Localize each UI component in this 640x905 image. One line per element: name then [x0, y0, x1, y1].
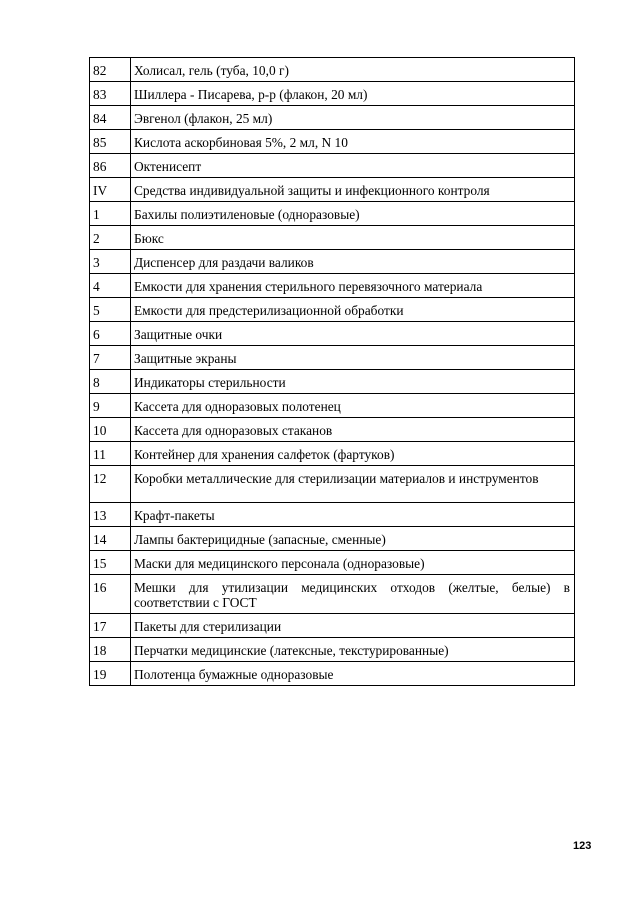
item-name-cell: Маски для медицинского персонала (одноразовые)	[131, 551, 575, 575]
item-name-cell: Защитные экраны	[131, 346, 575, 370]
table-body	[90, 58, 575, 686]
row-number-cell: 86	[90, 154, 131, 178]
item-name-cell: Полотенца бумажные одноразовые	[131, 662, 575, 686]
table-row	[90, 614, 575, 638]
item-name-cell: Контейнер для хранения салфеток (фартуков)	[131, 442, 575, 466]
item-name-cell: Перчатки медицинские (латексные, текстурированные)	[131, 638, 575, 662]
row-number-cell: 1	[90, 202, 131, 226]
item-name-cell: Кислота аскорбиновая 5%, 2 мл, N 10	[131, 130, 575, 154]
row-number-cell: 6	[90, 322, 131, 346]
table-row	[90, 575, 575, 614]
page-number: 123	[573, 840, 592, 852]
item-name-cell: Лампы бактерицидные (запасные, сменные)	[131, 527, 575, 551]
row-number-cell: 4	[90, 274, 131, 298]
row-number-cell: IV	[90, 178, 131, 202]
table-row	[90, 370, 575, 394]
item-name-cell: Индикаторы стерильности	[131, 370, 575, 394]
row-number-cell: 83	[90, 82, 131, 106]
table-row	[90, 154, 575, 178]
item-name-cell: Крафт-пакеты	[131, 503, 575, 527]
item-name-cell: Кассета для одноразовых стаканов	[131, 418, 575, 442]
table-row	[90, 503, 575, 527]
row-number-cell: 3	[90, 250, 131, 274]
item-name-cell: Емкости для предстерилизационной обработки	[131, 298, 575, 322]
item-name-cell: Пакеты для стерилизации	[131, 614, 575, 638]
row-number-cell: 14	[90, 527, 131, 551]
row-number-cell: 85	[90, 130, 131, 154]
table-row	[90, 394, 575, 418]
row-number-cell: 82	[90, 58, 131, 82]
row-number-cell: 8	[90, 370, 131, 394]
row-number-cell: 16	[90, 575, 131, 614]
row-number-cell: 10	[90, 418, 131, 442]
row-number-cell: 19	[90, 662, 131, 686]
table-row	[90, 442, 575, 466]
table-row	[90, 527, 575, 551]
item-name-cell: Средства индивидуальной защиты и инфекционного контроля	[131, 178, 575, 202]
supply-list-table	[89, 57, 575, 686]
row-number-cell: 2	[90, 226, 131, 250]
row-number-cell: 15	[90, 551, 131, 575]
table-row	[90, 346, 575, 370]
item-name-cell: Защитные очки	[131, 322, 575, 346]
table-row	[90, 638, 575, 662]
row-number-cell: 84	[90, 106, 131, 130]
item-name-cell: Диспенсер для раздачи валиков	[131, 250, 575, 274]
item-name-cell: Коробки металлические для стерилизации материалов и инструментов	[131, 466, 575, 503]
table-row	[90, 106, 575, 130]
row-number-cell: 12	[90, 466, 131, 503]
table-row	[90, 58, 575, 82]
row-number-cell: 7	[90, 346, 131, 370]
item-name-cell: Бюкс	[131, 226, 575, 250]
table-row	[90, 551, 575, 575]
table-row	[90, 202, 575, 226]
table-row	[90, 466, 575, 503]
row-number-cell: 17	[90, 614, 131, 638]
item-name-cell: Октенисепт	[131, 154, 575, 178]
table-row	[90, 178, 575, 202]
table-row	[90, 226, 575, 250]
table-row	[90, 322, 575, 346]
item-name-cell: Эвгенол (флакон, 25 мл)	[131, 106, 575, 130]
item-name-cell: Шиллера - Писарева, р-р (флакон, 20 мл)	[131, 82, 575, 106]
row-number-cell: 11	[90, 442, 131, 466]
item-name-cell: Холисал, гель (туба, 10,0 г)	[131, 58, 575, 82]
row-number-cell: 13	[90, 503, 131, 527]
table-row	[90, 298, 575, 322]
row-number-cell: 18	[90, 638, 131, 662]
table-row	[90, 662, 575, 686]
row-number-cell: 9	[90, 394, 131, 418]
table-row	[90, 82, 575, 106]
item-name-cell: Емкости для хранения стерильного перевязочного материала	[131, 274, 575, 298]
table-row	[90, 274, 575, 298]
table-row	[90, 418, 575, 442]
row-number-cell: 5	[90, 298, 131, 322]
item-name-cell: Кассета для одноразовых полотенец	[131, 394, 575, 418]
item-name-cell: Мешки для утилизации медицинских отходов (желтые, белые) в соответствии с ГОСТ	[131, 575, 575, 614]
table-row	[90, 130, 575, 154]
table-row	[90, 250, 575, 274]
item-name-cell: Бахилы полиэтиленовые (одноразовые)	[131, 202, 575, 226]
